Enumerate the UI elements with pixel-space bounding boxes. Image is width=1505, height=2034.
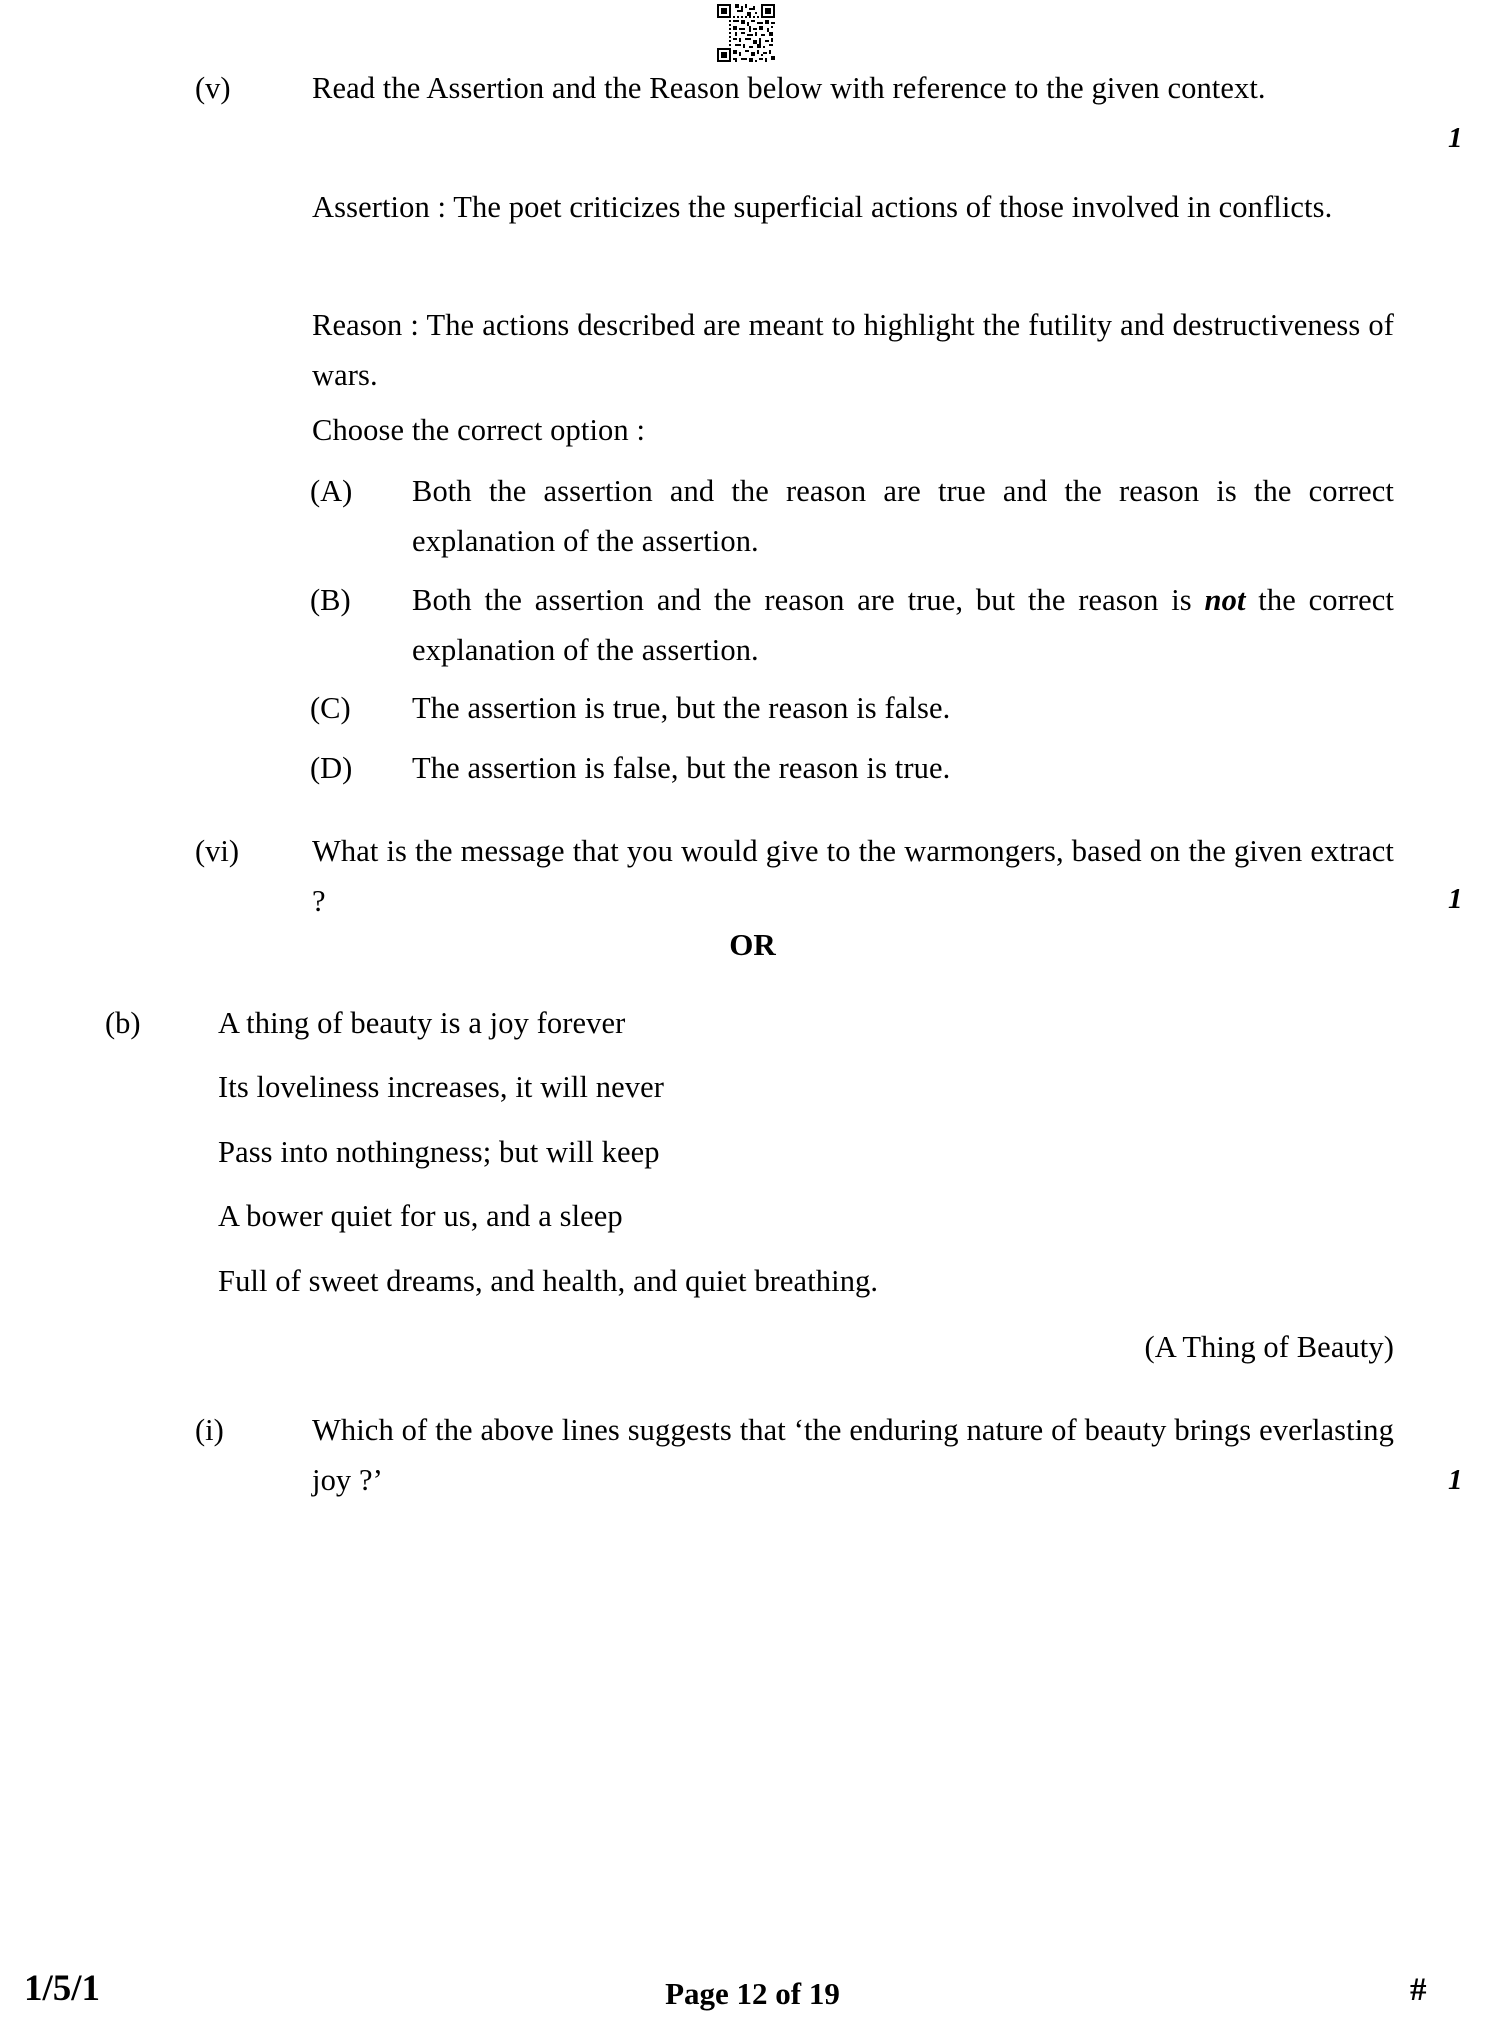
option-text-b[interactable] [412,575,1394,675]
poem-attribution: (A Thing of Beauty) [1144,1330,1394,1364]
option-marker-d: (D) [310,751,353,785]
poem-line-4: A bower quiet for us, and a sleep [218,1199,623,1233]
or-divider: OR [729,927,776,962]
end-marker: # [1410,1972,1427,2008]
reason-text: Reason : The actions described are meant to highlight the futility and destructiveness of wars. [312,308,1394,392]
option-b-emphasis: not [1204,583,1246,617]
alternative-marker-b: (b) [105,1006,141,1040]
option-marker-c: (C) [310,691,351,725]
question-stem-vi: What is the message that you would give to the warmongers, based on the given extract ? [312,834,1394,918]
question-marker-vi: (vi) [195,834,240,868]
question-marker-v: (v) [195,71,231,105]
choose-option-instruction: Choose the correct option : [312,413,646,447]
poem-line-1: A thing of beauty is a joy forever [218,1006,626,1040]
paper-code: 1/5/1 [24,1968,101,2009]
question-stem-v: Read the Assertion and the Reason below with reference to the given context. [312,71,1266,105]
subquestion-marker-i: (i) [195,1413,224,1447]
poem-line-5: Full of sweet dreams, and health, and quiet breathing. [218,1264,879,1298]
marks-v: 1 [1448,122,1463,154]
marks-subquestion-i: 1 [1448,1464,1463,1496]
poem-line-3: Pass into nothingness; but will keep [218,1135,660,1169]
assertion-text: Assertion : The poet criticizes the superficial actions of those involved in conflicts. [312,190,1333,224]
option-text-d[interactable]: The assertion is false, but the reason is true. [412,751,951,785]
option-b-part1: Both the assertion and the reason are true, but the reason is [412,583,1205,617]
option-text-a[interactable]: Both the assertion and the reason are true and the reason is the correct explanation of the assertion. [412,474,1394,558]
option-text-c[interactable]: The assertion is true, but the reason is false. [412,691,951,725]
poem-line-2: Its loveliness increases, it will never [218,1070,665,1104]
page-number: Page 12 of 19 [665,1976,840,2011]
marks-vi: 1 [1448,883,1463,915]
option-marker-a: (A) [310,474,353,508]
option-marker-b: (B) [310,583,351,617]
option-b-part2: the correct explanation of the assertion. [412,583,1394,667]
subquestion-text-i: Which of the above lines suggests that ‘the enduring nature of beauty brings everlasting joy ?’ [312,1413,1394,1497]
qr-code-icon [712,4,780,62]
